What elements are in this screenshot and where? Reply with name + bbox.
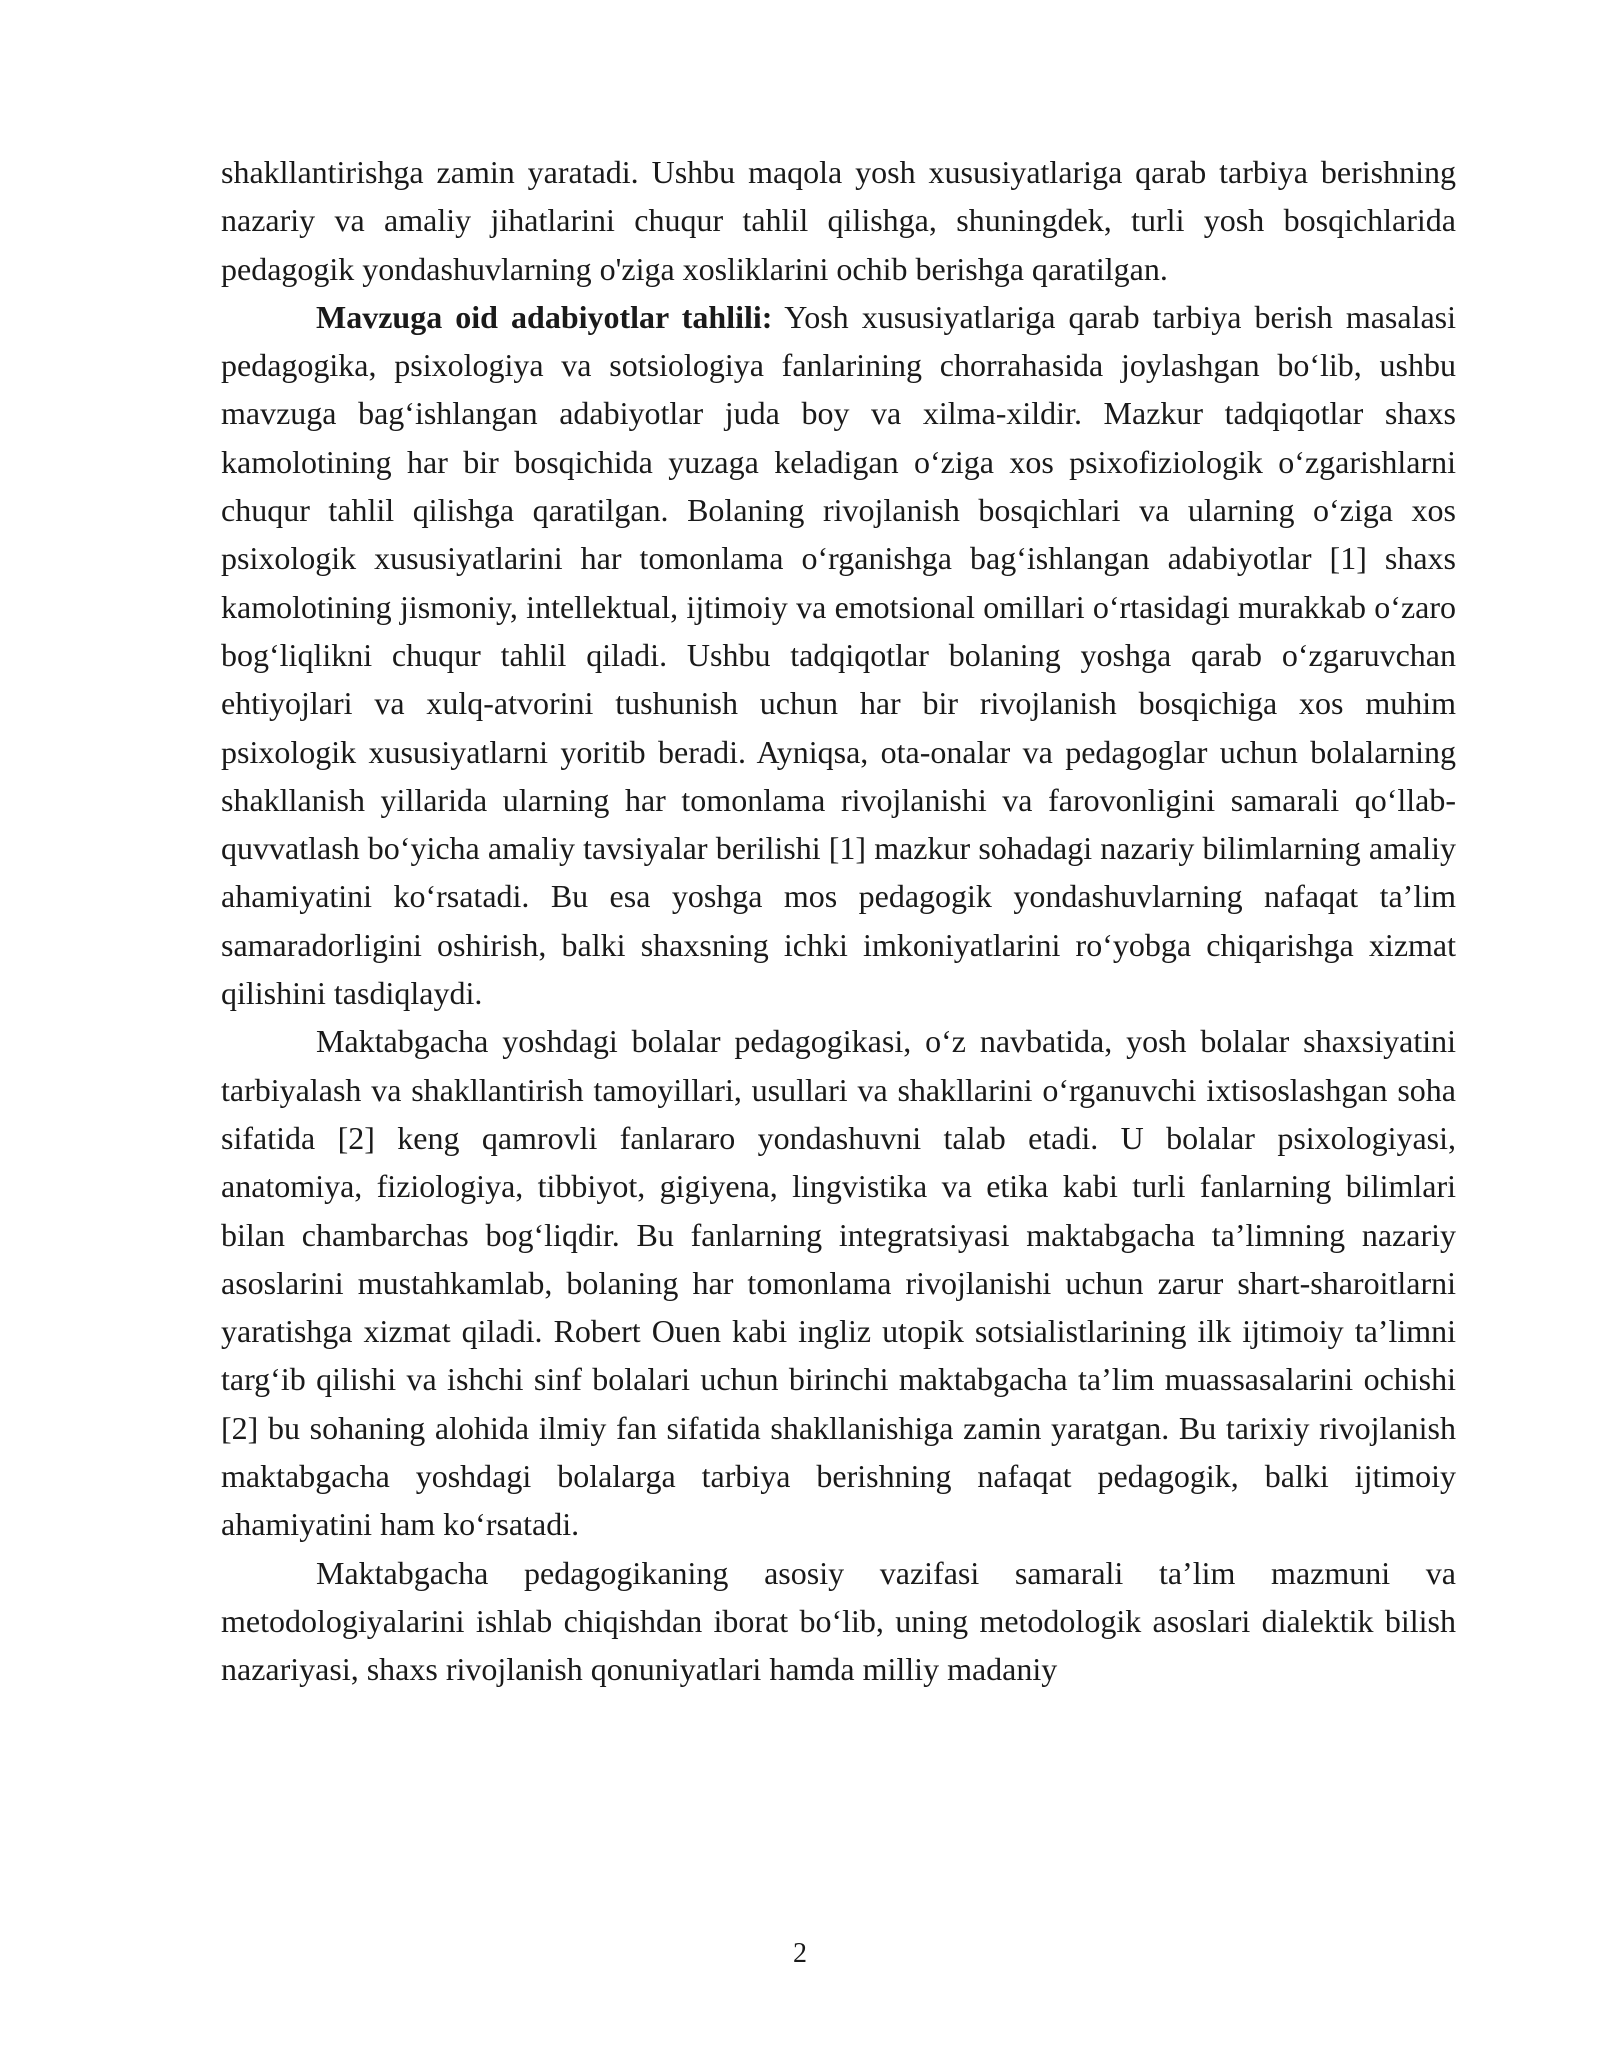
section-heading: Mavzuga oid adabiyotlar tahlili: [316, 298, 773, 335]
paragraph-3-text: Maktabgacha yoshdagi bolalar pedagogikasi, o‘z navbatida, yosh bolalar shaxsiyatini tarbiyalash va shakllantirish tamoyillari, usullari va shakllarini o‘rganuvchi ixtisoslashgan soha sifatida [2] keng qamrovli fanlararo yondashuvni talab etadi. U bolalar psixologiyasi, anatomiya, fiziologiya, tibbiyot, gigiyena, lingvistika va etika kabi turli fanlarning bilimlari bilan chambarchas bog‘liqdir. Bu fanlarning integratsiyasi maktabgacha ta’limning nazariy asoslarini mustahkamlab, bolaning har tomonlama rivojlanishi uchun zarur shart-sharoitlarni yaratishga xizmat qiladi. Robert Ouen kabi ingliz utopik sotsialistlarining ilk ijtimoiy ta’limni targ‘ib qilishi va ishchi sinf bolalari uchun birinchi maktabgacha ta’lim muassasalarini ochishi [2] bu sohaning alohida ilmiy fan sifatida shakllanishiga zamin yaratgan. Bu tarixiy rivojlanish maktabgacha yoshdagi bolalarga tarbiya berishning nafaqat pedagogik, balki ijtimoiy ahamiyatini ham ko‘rsatadi. [221, 1023, 1456, 1543]
paragraph-4 [221, 1549, 1456, 1694]
paragraph-3 [221, 1017, 1456, 1548]
paragraph-2 [221, 293, 1456, 1017]
body-text [221, 148, 1456, 1694]
paragraph-1-text: shakllantirishga zamin yaratadi. Ushbu maqola yosh xususiyatlariga qarab tarbiya berishning nazariy va amaliy jihatlarini chuqur tahlil qilishga, shuningdek, turli yosh bosqichlarida pedagogik yondashuvlarning o'ziga xosliklarini ochib berishga qaratilgan. [221, 154, 1456, 287]
paragraph-4-text: Maktabgacha pedagogikaning asosiy vazifasi samarali ta’lim mazmuni va metodologiyalarini ishlab chiqishdan iborat bo‘lib, uning metodologik asoslari dialektik bilish nazariyasi, shaxs rivojlanish qonuniyatlari hamda milliy madaniy [221, 1554, 1456, 1688]
paragraph-1 [221, 148, 1456, 293]
paragraph-2-text: Yosh xususiyatlariga qarab tarbiya berish masalasi pedagogika, psixologiya va sotsiologiya fanlarining chorrahasida joylashgan bo‘lib, ushbu mavzuga bag‘ishlangan adabiyotlar juda boy va xilma-xildir. Mazkur tadqiqotlar shaxs kamolotining har bir bosqichida yuzaga keladigan o‘ziga xos psixofiziologik o‘zgarishlarni chuqur tahlil qilishga qaratilgan. Bolaning rivojlanish bosqichlari va ularning o‘ziga xos psixologik xususiyatlarini har tomonlama o‘rganishga bag‘ishlangan adabiyotlar [1] shaxs kamolotining jismoniy, intellektual, ijtimoiy va emotsional omillari o‘rtasidagi murakkab o‘zaro bog‘liqlikni chuqur tahlil qiladi. Ushbu tadqiqotlar bolaning yoshga qarab o‘zgaruvchan ehtiyojlari va xulq-atvorini tushunish uchun har bir rivojlanish bosqichiga xos muhim psixologik xususiyatlarni yoritib beradi. Ayniqsa, ota-onalar va pedagoglar uchun bolalarning shakllanish yillarida ularning har tomonlama rivojlanishi va farovonligini samarali qo‘llab-quvvatlash bo‘yicha amaliy tavsiyalar berilishi [1] mazkur sohadagi nazariy bilimlarning amaliy ahamiyatini ko‘rsatadi. Bu esa yoshga mos pedagogik yondashuvlarning nafaqat ta’lim samaradorligini oshirish, balki shaxsning ichki imkoniyatlarini ro‘yobga chiqarishga xizmat qilishini tasdiqlaydi. [221, 298, 1457, 1012]
page-number: 2 [793, 1938, 807, 1969]
